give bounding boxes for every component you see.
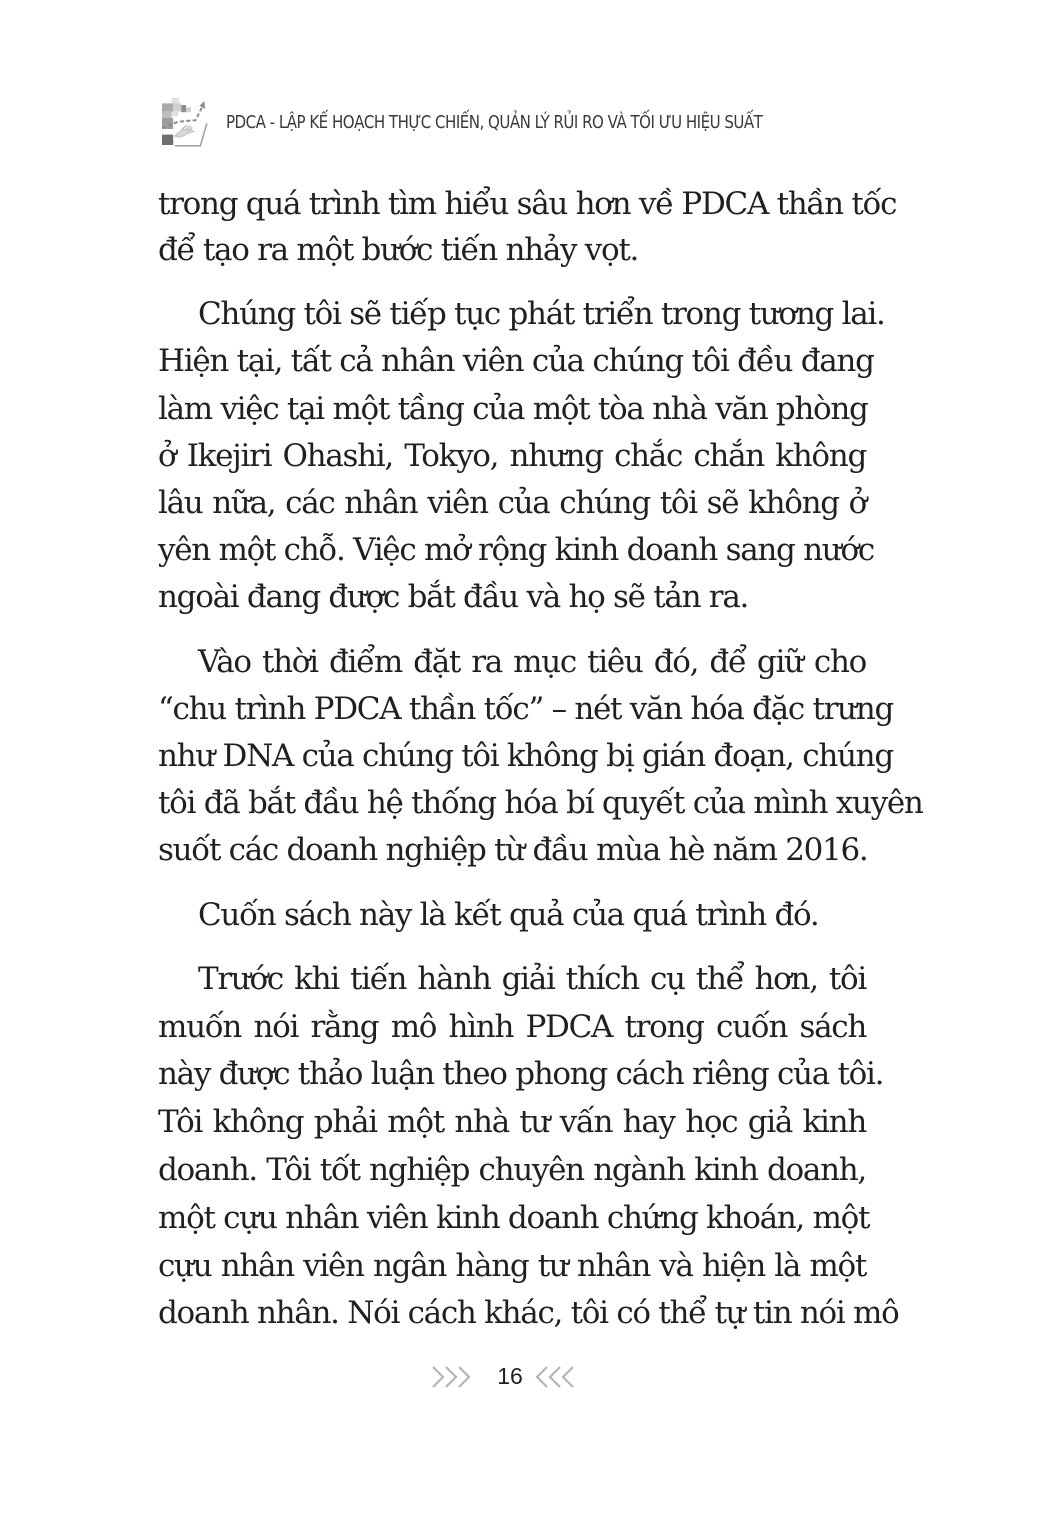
- text-line: Vào thời điểm đặt ra mục tiêu đó, để giữ cho: [198, 644, 866, 680]
- chevrons-right-icon: [430, 1364, 476, 1390]
- chevrons-left-icon: [532, 1364, 578, 1390]
- running-header: [152, 92, 872, 152]
- text-line: trong quá trình tìm hiểu sâu hơn về PDCA thần tốc: [158, 186, 897, 222]
- text-line: Cuốn sách này là kết quả của quá trình đó.: [198, 897, 819, 933]
- text-line: tôi đã bắt đầu hệ thống hóa bí quyết của mình xuyên: [158, 785, 923, 821]
- text-line: một cựu nhân viên kinh doanh chứng khoán, một: [158, 1200, 870, 1236]
- text-line: ngoài đang được bắt đầu và họ sẽ tản ra.: [158, 579, 749, 615]
- text-line: Trước khi tiến hành giải thích cụ thể hơn, tôi: [198, 961, 866, 997]
- page-footer: [420, 1360, 600, 1396]
- text-line: Tôi không phải một nhà tư vấn hay học giả kinh: [158, 1104, 866, 1140]
- text-line: cựu nhân viên ngân hàng tư nhân và hiện là một: [158, 1248, 866, 1284]
- text-line: Chúng tôi sẽ tiếp tục phát triển trong tương lai.: [198, 296, 885, 332]
- pdca-chart-hand-icon: [154, 92, 218, 150]
- text-line: yên một chỗ. Việc mở rộng kinh doanh sang nước: [158, 532, 874, 568]
- text-line: để tạo ra một bước tiến nhảy vọt.: [158, 232, 639, 268]
- text-line: suốt các doanh nghiệp từ đầu mùa hè năm 2016.: [158, 832, 868, 868]
- text-line: lâu nữa, các nhân viên của chúng tôi sẽ không ở: [158, 485, 866, 521]
- text-line: muốn nói rằng mô hình PDCA trong cuốn sách: [158, 1009, 866, 1045]
- page-number: 16: [497, 1363, 523, 1389]
- text-line: này được thảo luận theo phong cách riêng của tôi.: [158, 1056, 884, 1092]
- text-line: ở Ikejiri Ohashi, Tokyo, nhưng chắc chắn không: [158, 438, 866, 474]
- text-line: doanh nhân. Nói cách khác, tôi có thể tự tin nói mô: [158, 1295, 899, 1331]
- running-header-title: PDCA - LẬP KẾ HOẠCH THỰC CHIẾN, QUẢN LÝ RỦI RO VÀ TỐI ƯU HIỆU SUẤT: [226, 113, 763, 133]
- text-line: “chu trình PDCA thần tốc” – nét văn hóa đặc trưng: [158, 691, 894, 727]
- text-line: như DNA của chúng tôi không bị gián đoạn, chúng: [158, 738, 893, 774]
- text-line: Hiện tại, tất cả nhân viên của chúng tôi đều đang: [158, 343, 874, 379]
- text-line: làm việc tại một tầng của một tòa nhà văn phòng: [158, 391, 868, 427]
- text-line: doanh. Tôi tốt nghiệp chuyên ngành kinh doanh,: [158, 1152, 866, 1188]
